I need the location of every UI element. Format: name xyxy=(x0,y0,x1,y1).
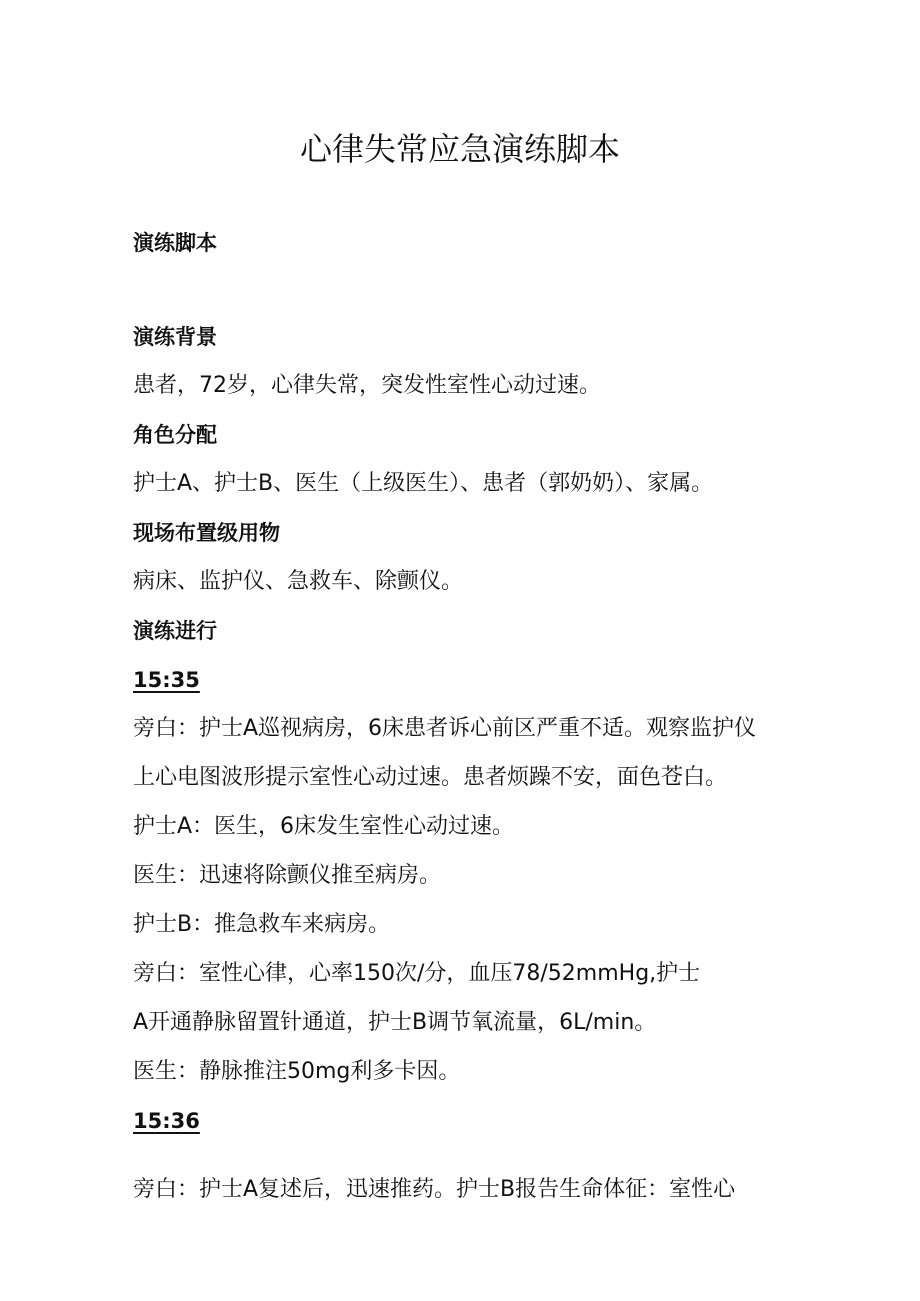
script-line: 旁白：护士A复述后，迅速推药。护士B报告生命体征：室性心 xyxy=(133,1177,736,1202)
script-line: A开通静脉留置针通道，护士B调节氧流量，6L/min。 xyxy=(133,1010,657,1035)
background-text: 患者，72岁，心律失常，突发性室性心动过速。 xyxy=(133,373,601,398)
progress-heading: 演练进行 xyxy=(133,619,217,643)
background-heading: 演练背景 xyxy=(133,325,217,349)
section-heading: 演练脚本 xyxy=(133,231,217,255)
roles-heading: 角色分配 xyxy=(133,423,217,447)
script-line: 旁白：护士A巡视病房，6床患者诉心前区严重不适。观察监护仪 xyxy=(133,716,757,741)
script-line: 护士A：医生，6床发生室性心动过速。 xyxy=(133,814,515,839)
script-line: 医生：迅速将除颤仪推至病房。 xyxy=(133,863,442,888)
setup-heading: 现场布置级用物 xyxy=(133,521,280,545)
setup-text: 病床、监护仪、急救车、除颤仪。 xyxy=(133,569,464,594)
script-line: 医生：静脉推注50mg利多卡因。 xyxy=(133,1059,461,1084)
script-line: 旁白：室性心律，心率150次/分，血压78/52mmHg,护士 xyxy=(133,961,701,986)
timestamp-1535: 15:35 xyxy=(133,668,200,692)
timestamp-1536: 15:36 xyxy=(133,1109,200,1133)
document-title: 心律失常应急演练脚本 xyxy=(299,130,620,168)
roles-text: 护士A、护士B、医生（上级医生）、患者（郭奶奶）、家属。 xyxy=(133,471,714,496)
script-line: 上心电图波形提示室性心动过速。患者烦躁不安，面色苍白。 xyxy=(133,765,728,790)
script-line: 护士B：推急救车来病房。 xyxy=(133,912,391,937)
